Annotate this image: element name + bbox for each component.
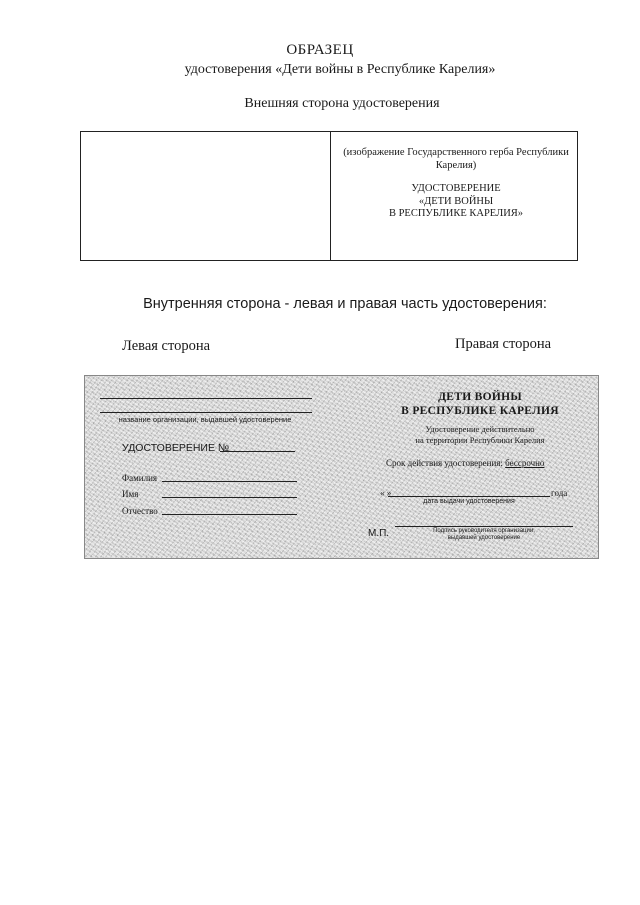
outer-certificate-title	[334, 183, 578, 221]
signature-caption-line-2: выдавшей удостоверение	[447, 535, 521, 541]
org-name-line-1	[100, 398, 312, 399]
issue-date-caption: дата выдачи удостоверения	[423, 498, 515, 505]
surname-line	[162, 481, 297, 482]
inner-side-heading: Внутренняя сторона - левая и правая часть удостоверения:	[143, 296, 547, 312]
org-name-caption: название организации, выдавшей удостоверение	[118, 415, 292, 424]
issue-date-prefix: « »	[380, 488, 392, 498]
inner-title-line-2: В РЕСПУБЛИКЕ КАРЕЛИЯ	[401, 405, 559, 417]
outer-side-divider	[330, 131, 331, 261]
outer-cert-title-line-3: В РЕСПУБЛИКЕ КАРЕЛИЯ»	[388, 208, 524, 219]
certificate-number-line	[220, 451, 295, 452]
outer-cert-title-line-1: УДОСТОВЕРЕНИЕ	[411, 183, 501, 194]
patronymic-label: Отчество	[122, 506, 158, 516]
validity-line-2: на территории Республики Карелия	[415, 435, 545, 445]
signature-line	[395, 526, 573, 527]
coat-of-arms-note: (изображение Государственного герба Республики Карелия)	[343, 147, 569, 171]
inner-title-line-1: ДЕТИ ВОЙНЫ	[438, 391, 522, 403]
patronymic-line	[162, 514, 297, 515]
left-side-label: Левая сторона	[122, 338, 211, 354]
outer-cert-title-line-2: «ДЕТИ ВОЙНЫ	[418, 195, 494, 207]
issue-date-suffix: года	[551, 488, 568, 498]
signature-caption	[395, 528, 573, 542]
validity-term-label: Срок действия удостоверения:	[386, 458, 503, 468]
issue-date-line	[388, 496, 550, 497]
document-title: ОБРАЗЕЦ	[286, 42, 354, 58]
signature-caption-line-1: Подпись руководителя организации,	[433, 528, 535, 534]
surname-label: Фамилия	[122, 473, 158, 483]
validity-term	[386, 458, 544, 468]
org-name-line-2	[100, 412, 312, 413]
validity-line-1: Удостоверение действительно	[425, 424, 535, 434]
certificate-number-label: УДОСТОВЕРЕНИЕ №	[122, 442, 230, 454]
outer-side-heading: Внешняя сторона удостоверения	[244, 96, 440, 111]
inner-certificate-title	[380, 390, 580, 418]
right-side-label: Правая сторона	[455, 336, 552, 352]
validity-note	[380, 424, 580, 446]
first-name-line	[162, 497, 297, 498]
validity-term-value: бессрочно	[505, 458, 545, 468]
document-subtitle: удостоверения «Дети войны в Республике Карелия»	[184, 62, 496, 77]
first-name-label: Имя	[122, 489, 139, 499]
seal-label: М.П.	[368, 528, 390, 539]
